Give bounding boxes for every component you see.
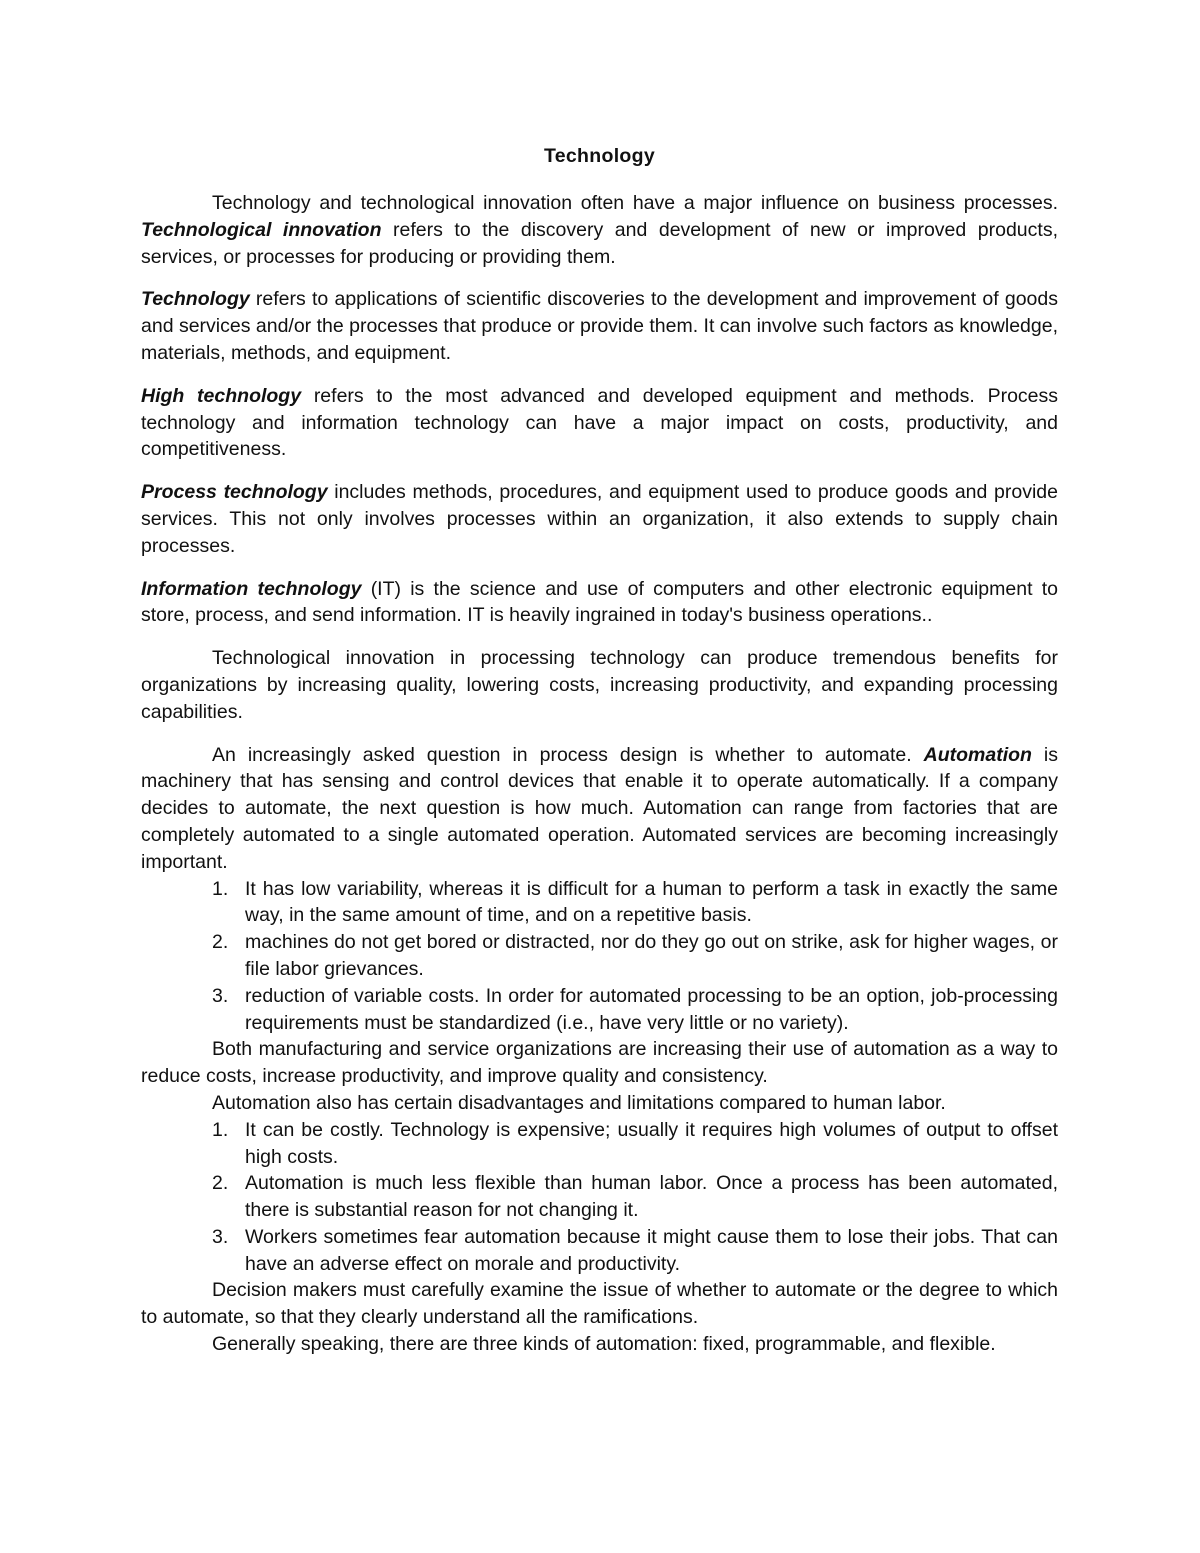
paragraph-processing-benefits: Technological innovation in processing technology can produce tremendous benefits for organizations by increasing quality, lowering costs, increasing productivity, and expanding processing capabilities. [141, 647, 1058, 723]
paragraph-process-technology [141, 479, 1058, 559]
list-item [141, 1224, 1058, 1278]
term-process-technology: Process technology [141, 481, 328, 504]
list-item [141, 1117, 1058, 1171]
list-item [141, 983, 1058, 1037]
paragraph-technology [141, 286, 1058, 366]
term-technological-innovation: Technological innovation [141, 218, 382, 241]
paragraph-decision-makers: Decision makers must carefully examine the issue of whether to automate or the degree to which to automate, so that they clearly understand all the ramifications. [141, 1279, 1058, 1329]
paragraph-kinds-of-automation: Generally speaking, there are three kinds of automation: fixed, programmable, and flexible. [212, 1333, 996, 1356]
list-number: 2. [212, 931, 229, 954]
list-item-text: It can be costly. Technology is expensive; usually it requires high volumes of output to offset high costs. [245, 1118, 1058, 1168]
list-number: 2. [212, 1172, 229, 1195]
list-number: 1. [212, 877, 229, 900]
paragraph-disadvantages-intro: Automation also has certain disadvantages and limitations compared to human labor. [212, 1091, 946, 1114]
paragraph-body: refers to the discovery and development of new or improved products, services, or processes for producing or providing them. [141, 218, 1058, 268]
list-item-text: It has low variability, whereas it is difficult for a human to perform a task in exactly the same way, in the same amount of time, and on a repetitive basis. [245, 877, 1058, 927]
term-high-technology: High technology [141, 384, 302, 407]
paragraph-body: includes methods, procedures, and equipment used to produce goods and provide services. This not only involves processes within an organization, it also extends to supply chain processes. [141, 481, 1059, 557]
list-item-text: reduction of variable costs. In order for automated processing to be an option, job-processing requirements must be standardized (i.e., have very little or no variety). [245, 984, 1058, 1034]
paragraph-manufacturing-service: Both manufacturing and service organizations are increasing their use of automation as a way to reduce costs, increase productivity, and improve quality and consistency. [141, 1038, 1058, 1088]
paragraph-information-technology [141, 576, 1058, 630]
list-item-text: machines do not get bored or distracted, nor do they go out on strike, ask for higher wages, or file labor grievances. [245, 931, 1058, 980]
list-number: 3. [212, 984, 229, 1007]
term-information-technology: Information technology [141, 577, 362, 600]
term-technology: Technology [141, 288, 250, 311]
paragraph-body: refers to applications of scientific discoveries to the development and improvement of goods and services and/or the processes that produce or provide them. It can involve such factors as knowledge, materials, methods, and equipment. [141, 288, 1058, 364]
document-page [141, 143, 1058, 1358]
list-number: 3. [212, 1225, 229, 1248]
automation-disadvantages-list [141, 1117, 1058, 1278]
paragraph-automation [141, 742, 1058, 876]
paragraph-high-technology [141, 383, 1058, 463]
list-item-text: Workers sometimes fear automation because it might cause them to lose their jobs. That can have an adverse effect on morale and productivity. [245, 1225, 1058, 1275]
list-item [141, 876, 1058, 930]
paragraph-lead: Technology and technological innovation often have a major influence on business processes. [212, 192, 1058, 214]
automation-advantages-list [141, 876, 1058, 1037]
paragraph-body: (IT) is the science and use of computers and other electronic equipment to store, process, and send information. IT is heavily ingrained in today's business operations.. [141, 577, 1058, 627]
list-item [141, 1170, 1058, 1224]
paragraph-technological-innovation [141, 190, 1058, 270]
page-title: Technology [544, 145, 655, 167]
term-automation: Automation [923, 743, 1032, 766]
paragraph-body: refers to the most advanced and developed equipment and methods. Process technology and information technology can have a major impact on costs, productivity, and competitiveness. [141, 384, 1059, 461]
paragraph-body: is machinery that has sensing and control devices that enable it to operate automatically. If a company decides to automate, the next question is how much. Automation can range from factories that are completely automated to a single automated operation. Automated services are becoming increasingly important. [141, 743, 1059, 873]
list-item-text: Automation is much less flexible than human labor. Once a process has been automated, there is substantial reason for not changing it. [245, 1172, 1058, 1222]
list-number: 1. [212, 1118, 229, 1141]
paragraph-lead: An increasingly asked question in process design is whether to automate. [212, 743, 924, 766]
list-item [141, 929, 1058, 983]
